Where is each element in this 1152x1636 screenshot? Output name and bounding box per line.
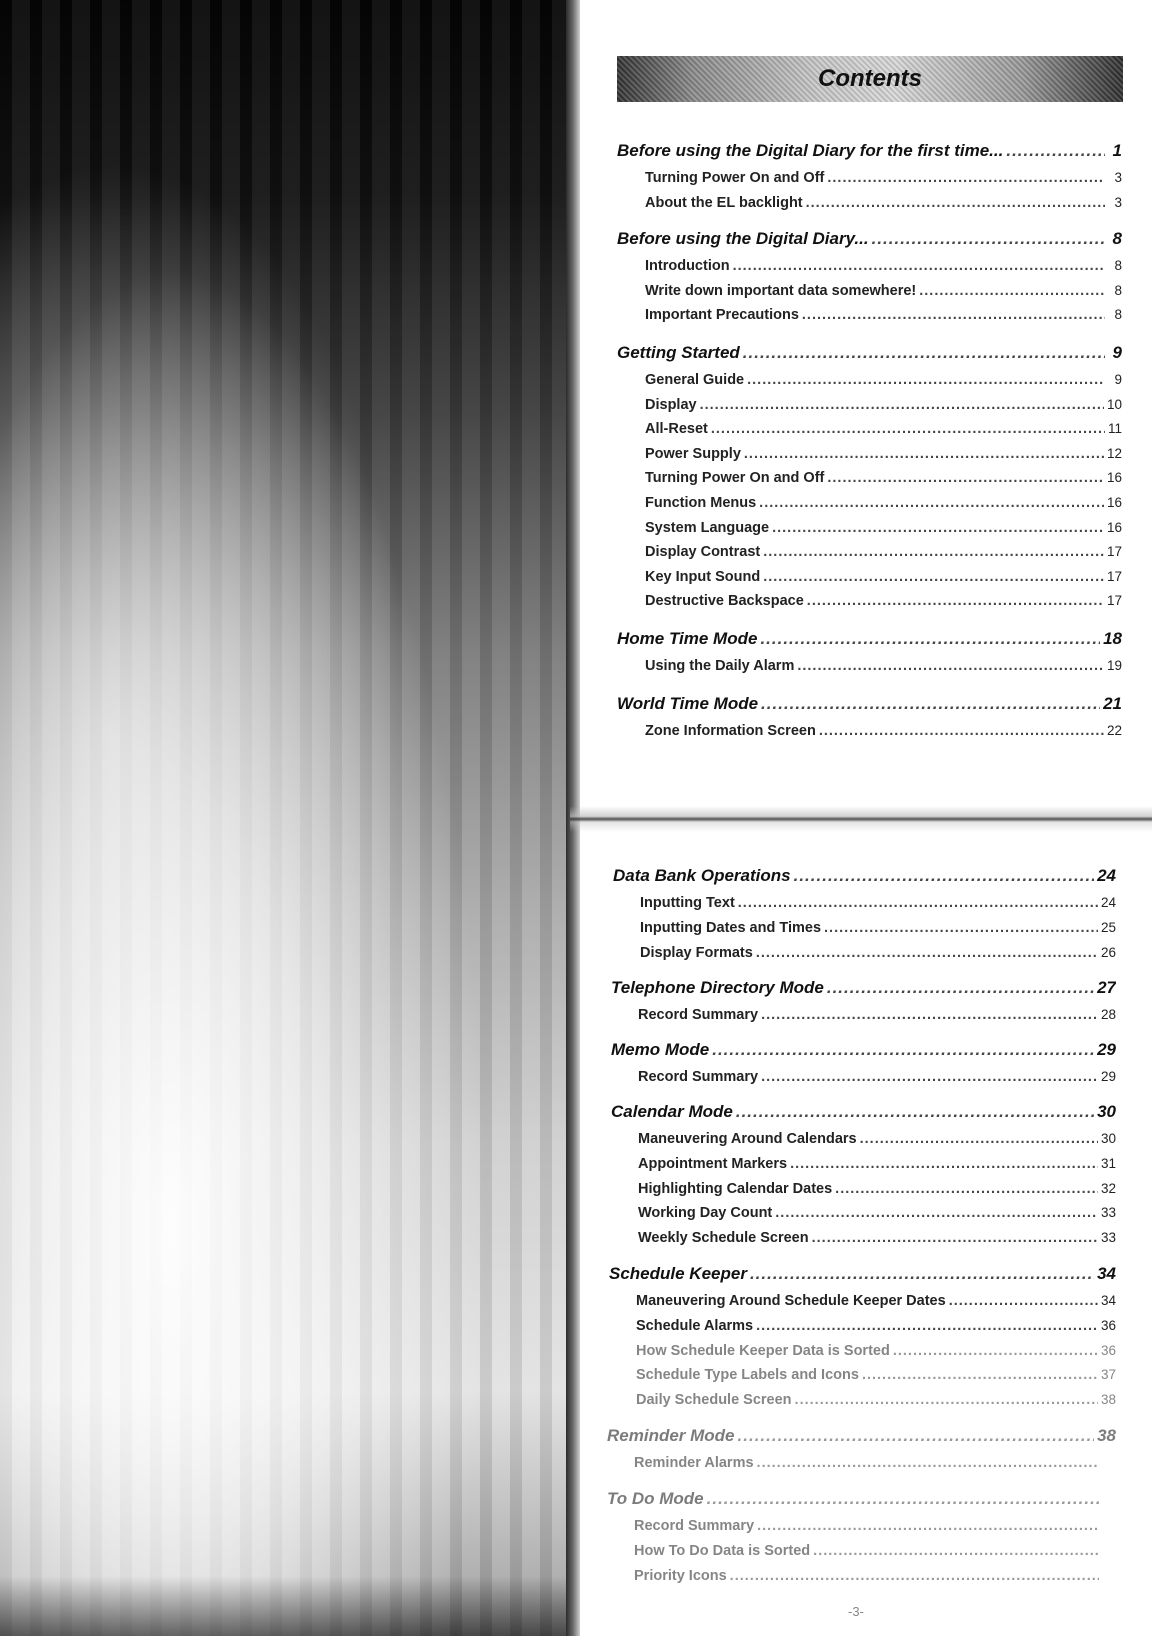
toc-section-row[interactable] — [617, 141, 1122, 161]
toc-entry-row[interactable] — [638, 1131, 1116, 1147]
toc-section-title: World Time Mode — [617, 694, 759, 713]
toc-page-number: 31 — [1100, 1155, 1116, 1171]
dot-leader — [1006, 141, 1105, 161]
toc-section-title: Before using the Digital Diary for the first time... — [617, 141, 1004, 160]
toc-section-title: Home Time Mode — [617, 629, 758, 648]
toc-entry-label: Maneuvering Around Calendars — [638, 1131, 857, 1147]
page-title: Contents — [818, 65, 922, 92]
dot-leader — [862, 1367, 1098, 1383]
toc-entry-label: Working Day Count — [638, 1205, 773, 1222]
dot-leader — [794, 866, 1094, 886]
toc-entry-row[interactable] — [645, 470, 1122, 486]
toc-entry-row[interactable] — [645, 170, 1122, 186]
dot-leader — [790, 1156, 1098, 1172]
toc-section-title: Calendar Mode — [611, 1102, 733, 1121]
toc-section-row[interactable] — [611, 1040, 1116, 1060]
toc-entry-label: Using the Daily Alarm — [645, 658, 795, 674]
dot-leader — [827, 470, 1104, 486]
toc-entry-row[interactable] — [636, 1318, 1116, 1334]
toc-entry-row[interactable] — [645, 495, 1122, 511]
toc-entry-label: Display Contrast — [645, 544, 761, 561]
toc-page-number: 22 — [1106, 723, 1122, 738]
toc-entry-label: Highlighting Calendar Dates — [638, 1180, 833, 1197]
toc-entry-label: Turning Power On and Off — [645, 170, 825, 186]
dot-leader — [761, 1069, 1098, 1085]
toc-page-number: 18 — [1103, 629, 1122, 648]
dot-leader — [813, 1543, 1099, 1559]
toc-page-number: 29 — [1100, 1069, 1116, 1084]
toc-page-number: 38 — [1100, 1392, 1116, 1408]
toc-entry-label: Introduction — [645, 258, 730, 274]
toc-entry-label: Key Input Sound — [645, 568, 761, 585]
dot-leader — [712, 1040, 1094, 1060]
dot-leader — [759, 495, 1104, 511]
toc-entry-label: Maneuvering Around Schedule Keeper Dates — [636, 1293, 946, 1309]
toc-section-row[interactable] — [613, 866, 1116, 886]
toc-page-number: 8 — [1114, 258, 1122, 273]
toc-entry-row[interactable] — [638, 1007, 1116, 1023]
toc-section-row[interactable] — [617, 343, 1122, 363]
toc-entry-label: Zone Information Screen — [645, 723, 816, 739]
toc-section-title: Reminder Mode — [607, 1426, 735, 1445]
dot-leader — [819, 723, 1104, 739]
dot-leader — [827, 978, 1094, 998]
toc-section-row[interactable] — [617, 229, 1122, 249]
toc-entry-row[interactable] — [638, 1230, 1116, 1246]
toc-page-number: 30 — [1100, 1131, 1116, 1146]
dot-leader — [919, 283, 1105, 299]
dot-leader — [707, 1489, 1099, 1509]
dot-leader — [893, 1343, 1098, 1359]
dot-leader — [738, 895, 1098, 911]
toc-entry-label: Priority Icons — [634, 1567, 727, 1584]
toc-entry-row[interactable] — [645, 593, 1122, 609]
toc-entry-row[interactable] — [634, 1568, 1116, 1584]
toc-page-number: 1 — [1112, 141, 1122, 160]
dot-leader — [807, 593, 1104, 609]
toc-page-number: 16 — [1106, 470, 1122, 486]
toc-page-number: 38 — [1097, 1426, 1116, 1445]
dot-leader — [700, 397, 1104, 413]
toc-page-number: 16 — [1106, 495, 1122, 510]
toc-page-number: 36 — [1100, 1342, 1116, 1358]
dot-leader — [812, 1230, 1098, 1246]
toc-entry-row[interactable] — [638, 1156, 1116, 1172]
toc-entry-label: Appointment Markers — [638, 1155, 788, 1172]
dot-leader — [757, 1518, 1099, 1534]
toc-entry-label: Record Summary — [634, 1518, 755, 1534]
toc-section-row[interactable] — [609, 1264, 1116, 1284]
toc-page-number: 24 — [1100, 895, 1116, 910]
dot-leader — [760, 629, 1100, 649]
dot-leader — [860, 1131, 1098, 1147]
toc-entry-label: Inputting Text — [640, 895, 735, 911]
toc-page-number: 21 — [1103, 694, 1122, 713]
dot-leader — [730, 1568, 1099, 1584]
toc-entry-label: Inputting Dates and Times — [640, 919, 822, 936]
dot-leader — [747, 372, 1105, 388]
toc-entry-row[interactable] — [645, 372, 1122, 388]
toc-entry-row[interactable] — [645, 421, 1122, 437]
toc-entry-label: System Language — [645, 519, 770, 536]
toc-entry-label: How Schedule Keeper Data is Sorted — [636, 1342, 890, 1359]
toc-entry-row[interactable] — [634, 1518, 1116, 1534]
toc-page-number: 3 — [1114, 194, 1122, 210]
toc-page-number: 10 — [1106, 396, 1122, 412]
toc-entry-label: Weekly Schedule Screen — [638, 1230, 809, 1247]
toc-entry-row[interactable] — [645, 397, 1122, 413]
toc-page-number: 8 — [1114, 282, 1122, 298]
dot-leader — [763, 569, 1104, 585]
dot-leader — [761, 694, 1100, 714]
toc-section-title: Memo Mode — [611, 1040, 710, 1059]
toc-entry-row[interactable] — [640, 895, 1116, 911]
dot-leader — [744, 446, 1104, 462]
dot-leader — [756, 945, 1098, 961]
toc-entry-row[interactable] — [645, 283, 1122, 299]
toc-entry-row[interactable] — [636, 1392, 1116, 1408]
dot-leader — [949, 1293, 1098, 1309]
toc-entry-label: All-Reset — [645, 421, 708, 438]
toc-page-number: 16 — [1106, 519, 1122, 535]
dot-leader — [743, 343, 1105, 363]
toc-page-number: 24 — [1097, 866, 1116, 885]
toc-page-number: 25 — [1100, 919, 1116, 935]
toc-entry-row[interactable] — [645, 520, 1122, 536]
toc-page-number: 29 — [1097, 1040, 1116, 1059]
toc-entry-row[interactable] — [636, 1367, 1116, 1383]
toc-entry-row[interactable] — [634, 1455, 1116, 1471]
toc-entry-label: Function Menus — [645, 495, 757, 511]
toc-entry-row[interactable] — [638, 1205, 1116, 1221]
toc-entry-row[interactable] — [645, 195, 1122, 211]
dot-leader — [795, 1392, 1098, 1408]
toc-entry-row[interactable] — [636, 1343, 1116, 1359]
toc-entry-label: Important Precautions — [645, 307, 799, 324]
toc-entry-row[interactable] — [645, 658, 1122, 674]
toc-entry-label: Reminder Alarms — [634, 1455, 754, 1471]
toc-page-number: 34 — [1100, 1293, 1116, 1308]
toc-section-row[interactable] — [611, 978, 1116, 998]
toc-entry-row[interactable] — [638, 1181, 1116, 1197]
toc-section-row[interactable] — [617, 694, 1122, 714]
toc-section-title: Schedule Keeper — [609, 1264, 747, 1283]
toc-section-row[interactable] — [607, 1426, 1116, 1446]
toc-page-number: 34 — [1097, 1264, 1116, 1283]
toc-entry-row[interactable] — [645, 544, 1122, 560]
dot-leader — [738, 1426, 1095, 1446]
toc-section-title: Getting Started — [617, 343, 740, 362]
toc-section-title: Before using the Digital Diary... — [617, 229, 869, 248]
toc-page-number: 3 — [1114, 170, 1122, 185]
toc-entry-label: Display Formats — [640, 944, 753, 961]
toc-page-number: 19 — [1106, 658, 1122, 673]
toc-entry-label: Schedule Type Labels and Icons — [636, 1367, 859, 1384]
toc-entry-row[interactable] — [636, 1293, 1116, 1309]
dot-leader — [827, 170, 1105, 186]
toc-page-number: 8 — [1114, 307, 1122, 323]
toc-section-row[interactable] — [607, 1489, 1116, 1509]
toc-page-number: 36 — [1100, 1317, 1116, 1333]
page-number: -3- — [848, 1604, 864, 1619]
toc-entry-row[interactable] — [640, 920, 1116, 936]
toc-entry-label: Destructive Backspace — [645, 593, 804, 610]
dot-leader — [775, 1205, 1098, 1221]
toc-section-row[interactable] — [611, 1102, 1116, 1122]
toc-page-number: 17 — [1106, 593, 1122, 609]
toc-entry-row[interactable] — [638, 1069, 1116, 1085]
toc-entry-row[interactable] — [645, 446, 1122, 462]
toc-page-number: 17 — [1106, 544, 1122, 560]
toc-page-number: 32 — [1100, 1180, 1116, 1196]
dot-leader — [750, 1264, 1094, 1284]
toc-entry-row[interactable] — [634, 1543, 1116, 1559]
toc-entry-row[interactable] — [645, 723, 1122, 739]
toc-entry-label: General Guide — [645, 372, 745, 388]
toc-entry-label: Turning Power On and Off — [645, 470, 825, 487]
dot-leader — [733, 258, 1105, 274]
dot-leader — [872, 229, 1105, 249]
dot-leader — [802, 307, 1105, 323]
toc-page-number: 26 — [1100, 944, 1116, 960]
toc-entry-label: Daily Schedule Screen — [636, 1392, 792, 1409]
toc-entry-label: About the EL backlight — [645, 194, 803, 211]
toc-page-number: 12 — [1106, 445, 1122, 461]
dot-leader — [761, 1007, 1098, 1023]
toc-entry-row[interactable] — [645, 569, 1122, 585]
dot-leader — [756, 1318, 1098, 1334]
toc-entry-row[interactable] — [645, 307, 1122, 323]
toc-entry-label: Record Summary — [638, 1069, 759, 1085]
dot-leader — [797, 658, 1104, 674]
dot-leader — [763, 544, 1104, 560]
dot-leader — [824, 920, 1098, 936]
toc-entry-label: Record Summary — [638, 1007, 759, 1023]
toc-entry-row[interactable] — [645, 258, 1122, 274]
toc-entry-label: Display — [645, 396, 697, 413]
toc-section-title: Telephone Directory Mode — [611, 978, 824, 997]
dot-leader — [806, 195, 1105, 211]
dot-leader — [711, 421, 1105, 437]
toc-page-number: 33 — [1100, 1205, 1116, 1221]
toc-section-row[interactable] — [617, 629, 1122, 649]
toc-entry-label: Power Supply — [645, 445, 741, 462]
toc-entry-label: Schedule Alarms — [636, 1317, 754, 1334]
toc-entry-label: Write down important data somewhere! — [645, 282, 917, 299]
toc-section-title: Data Bank Operations — [613, 866, 791, 885]
toc-page-number: 28 — [1100, 1007, 1116, 1022]
dot-leader — [757, 1455, 1099, 1471]
toc-page-number: 8 — [1112, 229, 1122, 248]
dot-leader — [835, 1181, 1098, 1197]
toc-page-number: 17 — [1106, 568, 1122, 584]
toc-page-number: 11 — [1107, 421, 1122, 437]
toc-page-number: 37 — [1100, 1367, 1116, 1383]
toc-section-title: To Do Mode — [607, 1489, 704, 1508]
toc-page-number: 9 — [1112, 343, 1122, 362]
toc-entry-label: How To Do Data is Sorted — [634, 1542, 811, 1559]
toc-page-number: 30 — [1097, 1102, 1116, 1121]
toc-page-number: 27 — [1097, 978, 1116, 997]
dot-leader — [772, 520, 1104, 536]
toc-entry-row[interactable] — [640, 945, 1116, 961]
dot-leader — [736, 1102, 1094, 1122]
toc-page-number: 33 — [1100, 1230, 1116, 1246]
toc-page-number: 9 — [1114, 372, 1122, 387]
